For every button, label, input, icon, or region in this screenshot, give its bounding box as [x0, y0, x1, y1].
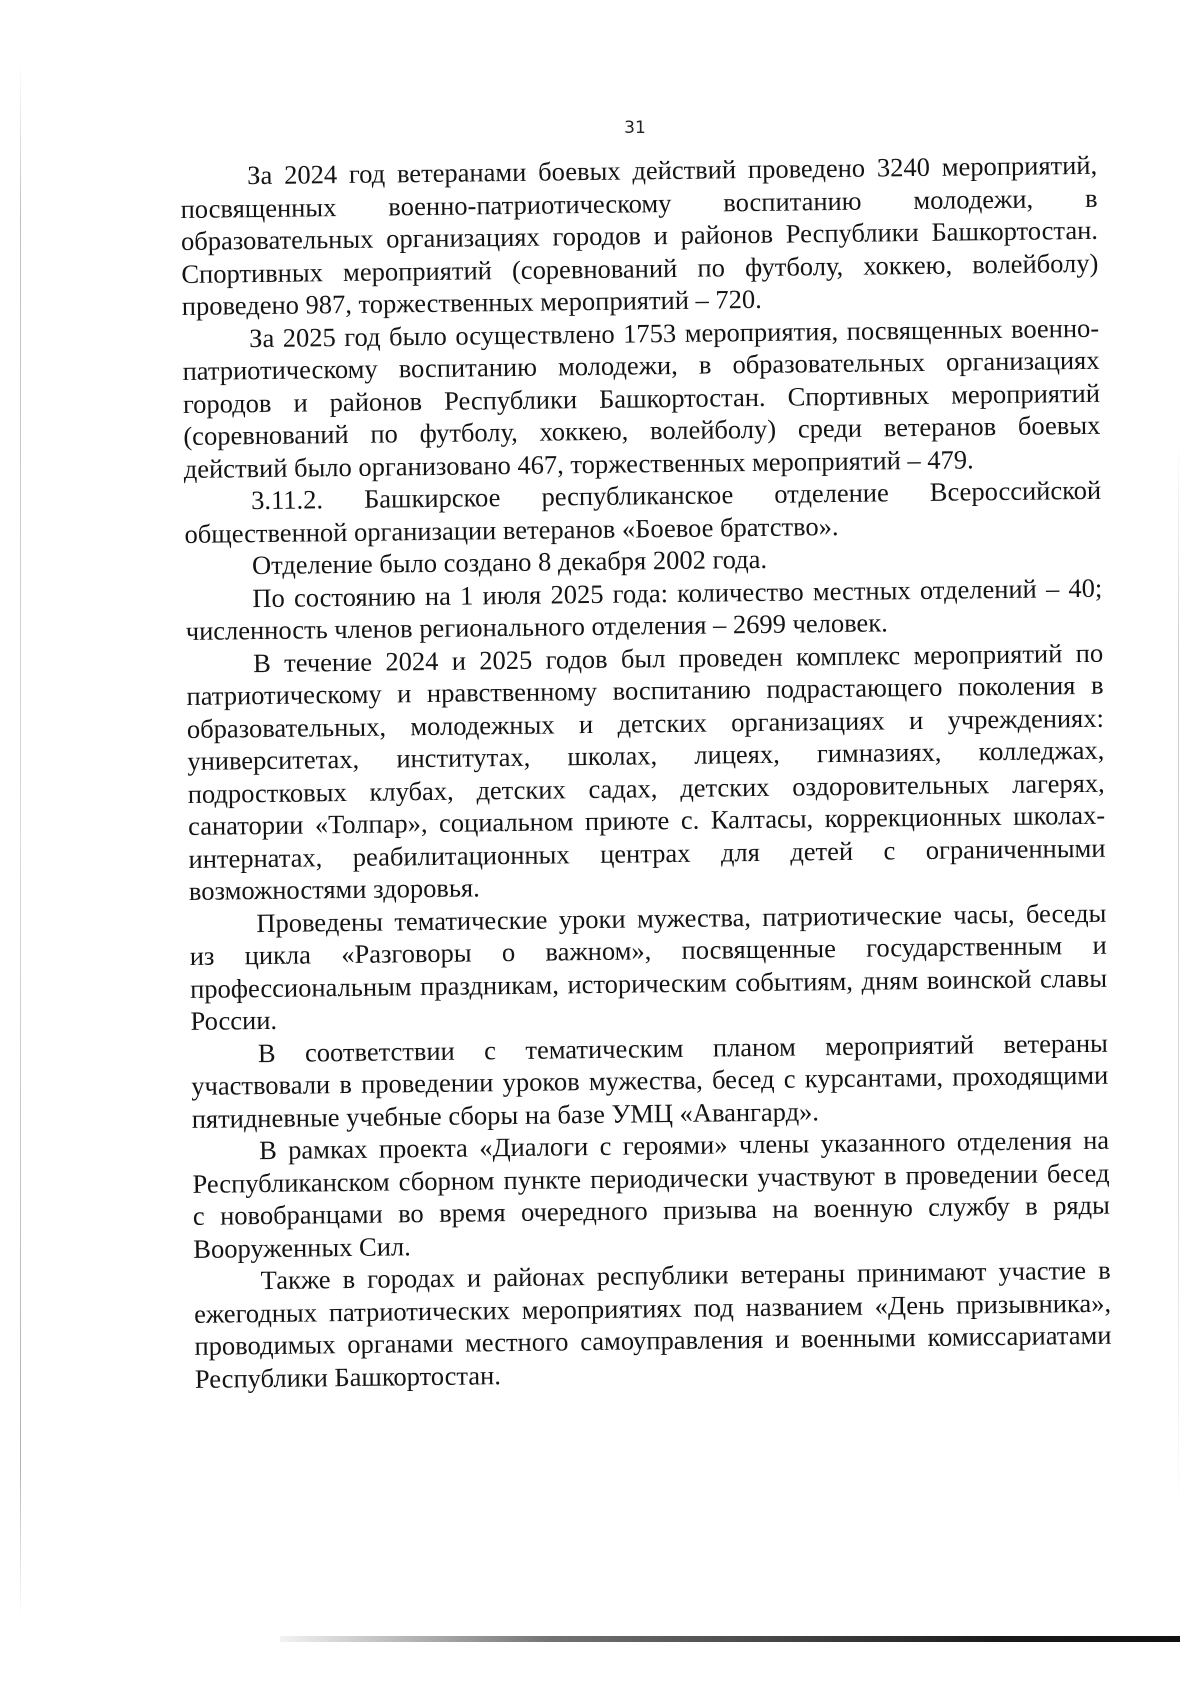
paragraph: В течение 2024 и 2025 годов был проведен комплекс мероприятий по патриотическому и нравственному воспитанию подрастающего поколения в образовательных, молодежных и детских организациях и учреждениях: университетах, институтах, школах, лицеях, гимназиях, колледжах, подростковых клубах, детских садах, детских оздоровительных лагерях, санатории «Толпар», социальном приюте с. Калтасы, коррекционных школах-интернатах, реабилитационных центрах для детей с ограниченными возможностями здоровья.	[186, 637, 1106, 906]
paragraph: Проведены тематические уроки мужества, патриотические часы, беседы из цикла «Разговоры о важном», посвященные государственным и профессиональным праздникам, историческим событиям, дням воинской славы России.	[189, 897, 1108, 1036]
paragraph: 3.11.2. Башкирское республиканское отделение Всероссийской общественной организации ветеранов «Боевое братство».	[184, 474, 1102, 549]
scan-bottom-rule	[280, 1636, 1180, 1642]
paragraph: В соответствии с тематическим планом мероприятий ветераны участвовали в проведении уроков мужества, бесед с курсантами, проходящими пятидневные учебные сборы на базе УМЦ «Авангард».	[191, 1027, 1109, 1134]
paragraph: По состоянию на 1 июля 2025 года: количество местных отделений – 40; численность членов регионального отделения – 2699 человек.	[185, 572, 1103, 646]
body-text	[180, 149, 1112, 1395]
paragraph: Отделение было создано 8 декабря 2002 года.	[251, 543, 768, 581]
paragraph: За 2024 год ветеранами боевых действий проведено 3240 мероприятий, посвященных военно-патриотическому воспитанию молодежи, в образовательных организациях городов и районов Республики Башкортостан. Спортивных мероприятий (соревнований по футболу, хоккею, волейболу) проведено 987, торжественных мероприятий – 720.	[180, 149, 1099, 321]
paragraph: За 2025 год было осуществлено 1753 мероприятия, посвященных военно-патриотическому воспитанию молодежи, в образовательных организациях городов и районов Республики Башкортостан. Спортивных мероприятий (соревнований по футболу, хоккею, волейболу) среди ветеранов боевых действий было организовано 467, торжественных мероприятий – 479.	[182, 312, 1101, 484]
paragraph: В рамках проекта «Диалоги с героями» члены указанного отделения на Республиканском сборном пункте периодически участвуют в проведении бесед с новобранцами во время очередного призыва на военную службу в ряды Вооруженных Сил.	[192, 1124, 1111, 1264]
scan-edge-left	[20, 60, 21, 1620]
scan-edge-right	[1178, 440, 1179, 1520]
paragraph: Также в городах и районах республики ветераны принимают участие в ежегодных патриотических мероприятиях под названием «День призывника», проводимых органами местного самоуправления и военными комиссариатами Республики Башкортостан.	[193, 1254, 1112, 1394]
page-number: 31	[624, 118, 646, 138]
